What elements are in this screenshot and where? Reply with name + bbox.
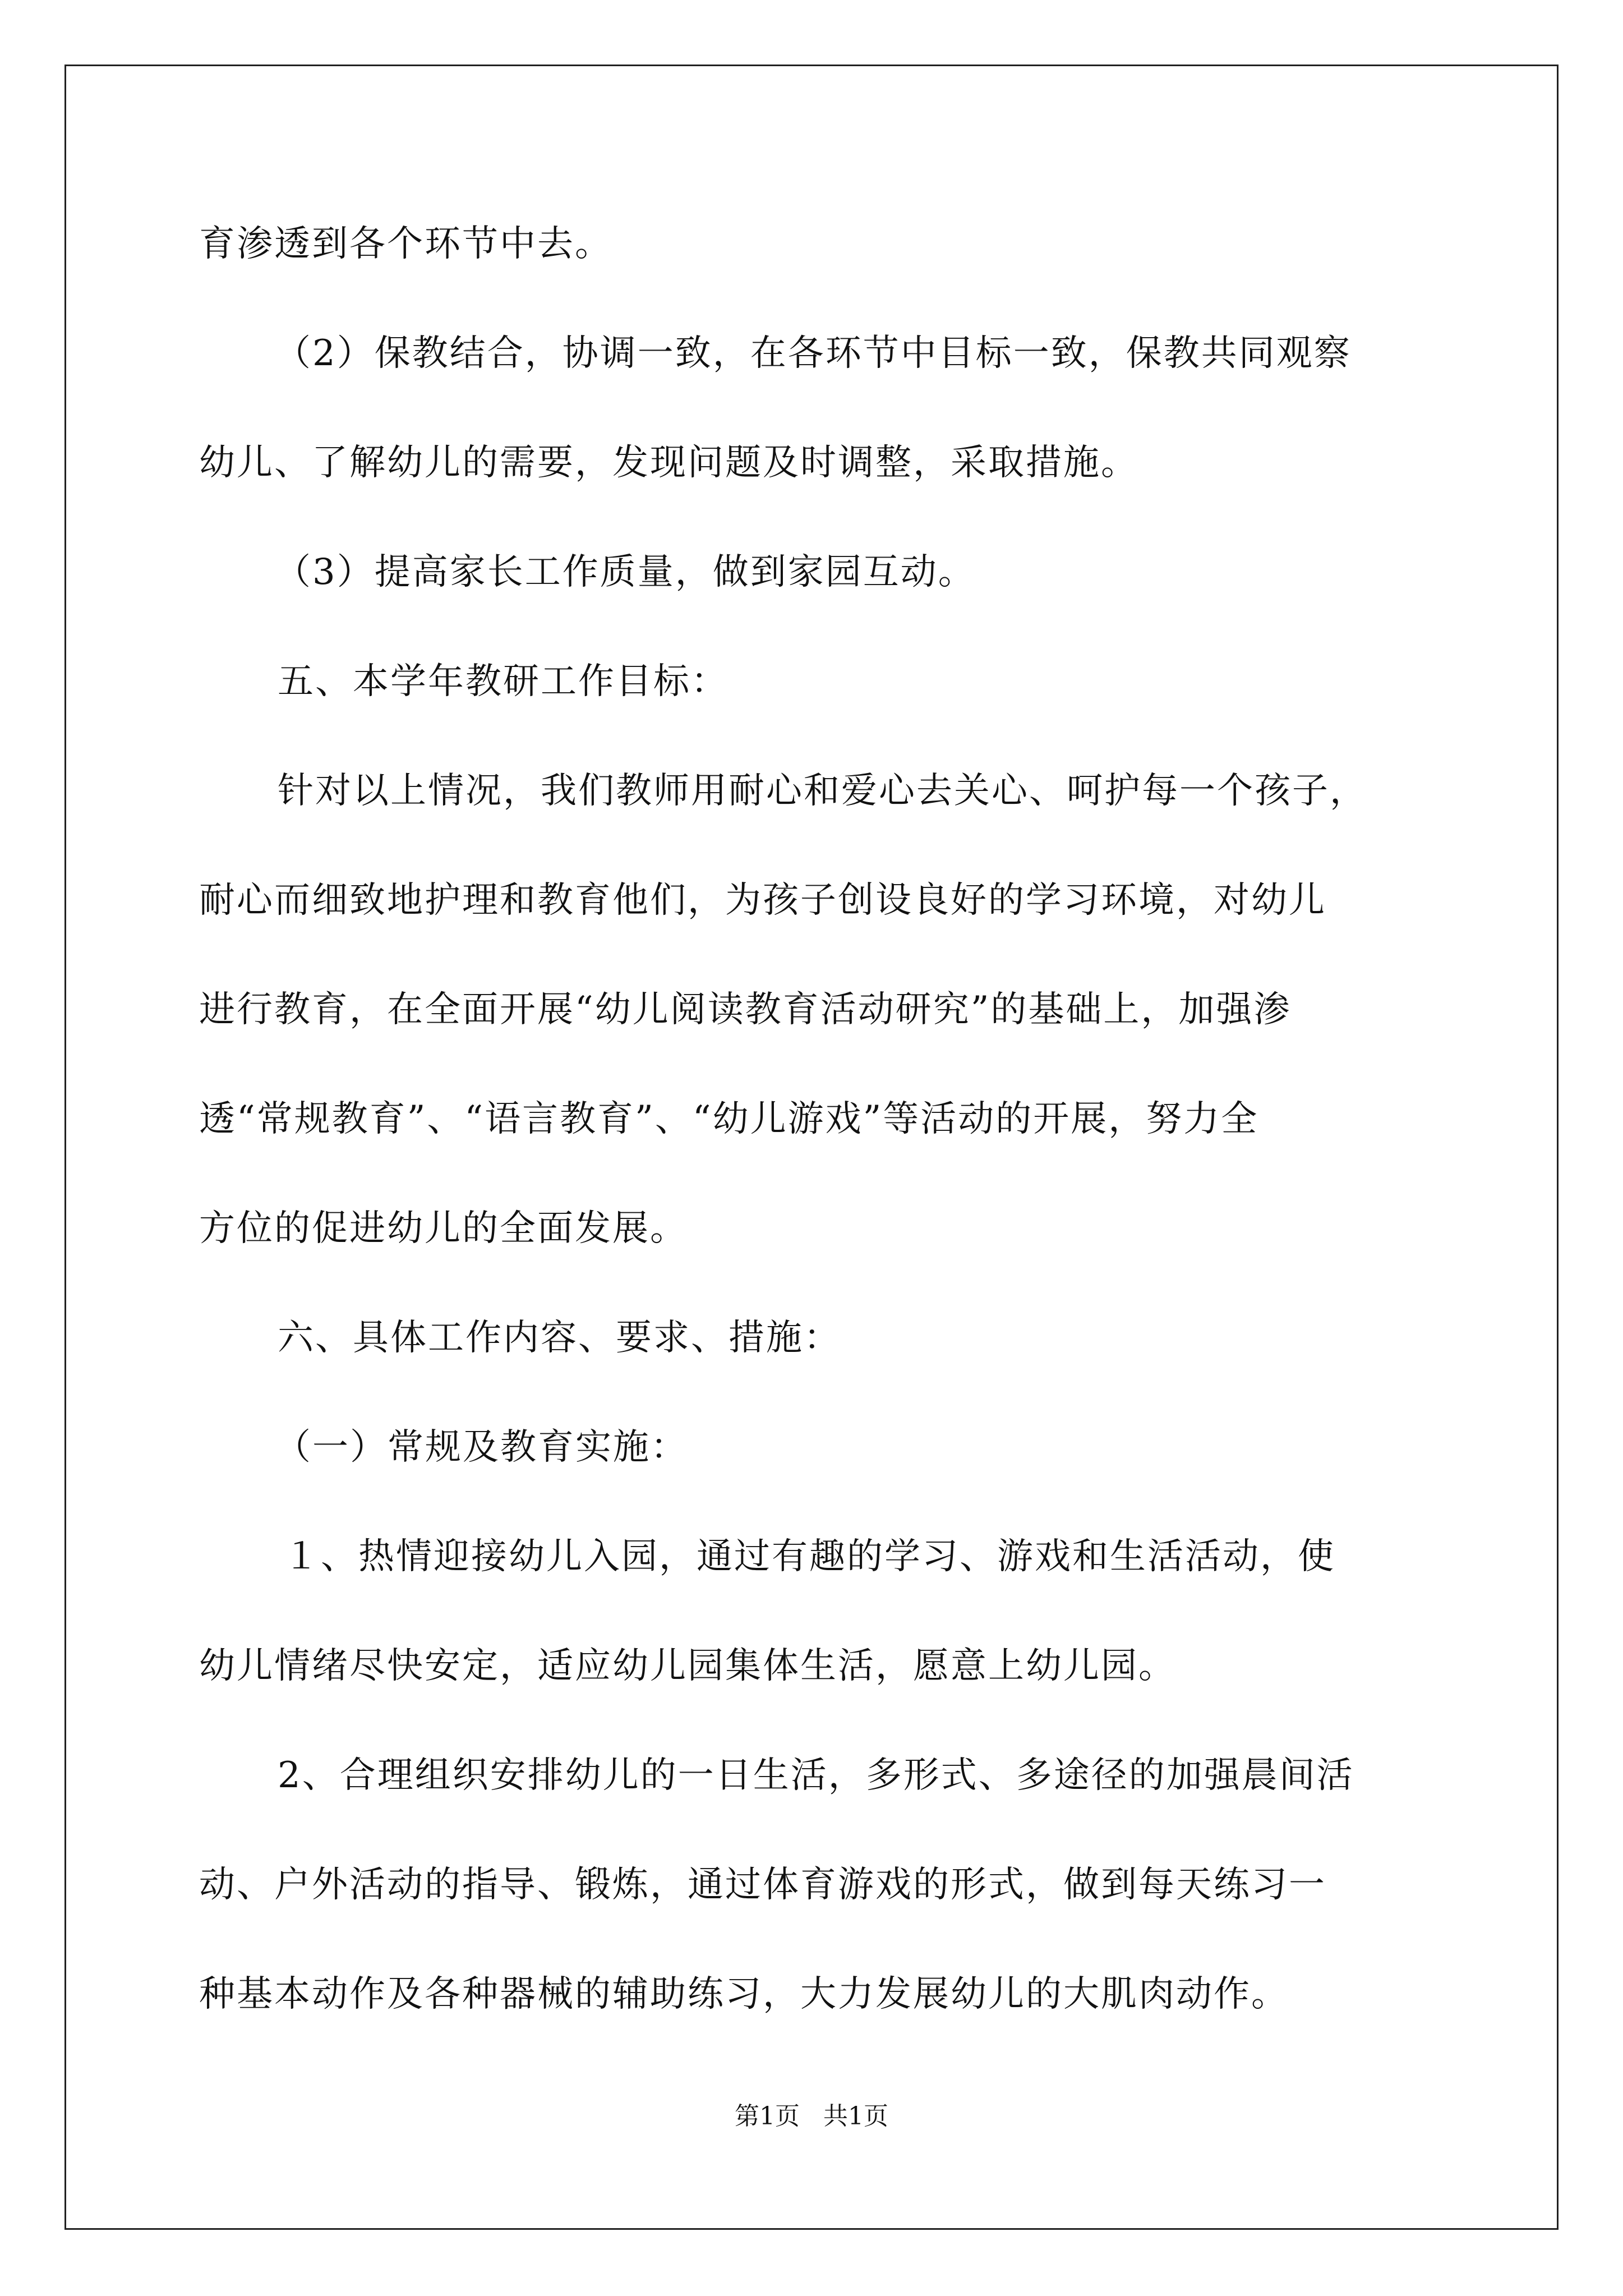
page-number: 第1页 共1页 xyxy=(735,2102,888,2131)
text-line: 方位的促进幼儿的全面发展。 xyxy=(199,1208,688,1249)
text-line: 幼儿情绪尽快安定，适应幼儿园集体生活，愿意上幼儿园。 xyxy=(199,1645,1176,1687)
subsection-heading: （一）常规及教育实施： xyxy=(275,1427,688,1468)
text-line: 幼儿、了解幼儿的需要，发现问题及时调整，采取措施。 xyxy=(199,442,1138,484)
section-heading: 五、本学年教研工作目标： xyxy=(278,661,728,702)
text-line: １、热情迎接幼儿入园，通过有趣的学习、游戏和生活活动，使 xyxy=(283,1536,1335,1577)
text-line: （2）保教结合，协调一致，在各环节中目标一致，保教共同观察 xyxy=(275,333,1352,374)
text-line: 2、合理组织安排幼儿的一日生活，多形式、多途径的加强晨间活 xyxy=(278,1755,1354,1796)
text-line: 育渗透到各个环节中去。 xyxy=(199,223,612,265)
text-line: 针对以上情况，我们教师用耐心和爱心去关心、呵护每一个孩子， xyxy=(278,770,1367,812)
section-heading: 六、具体工作内容、要求、措施： xyxy=(278,1317,841,1359)
text-line: （3）提高家长工作质量，做到家园互动。 xyxy=(275,551,976,593)
text-line: 动、户外活动的指导、锻炼，通过体育游戏的形式，做到每天练习一 xyxy=(199,1864,1326,1906)
text-line: 透“常规教育”、“语言教育”、“幼儿游戏”等活动的开展，努力全 xyxy=(199,1098,1259,1140)
text-line: 耐心而细致地护理和教育他们，为孩子创设良好的学习环境，对幼儿 xyxy=(199,880,1326,921)
text-line: 种基本动作及各种器械的辅助练习，大力发展幼儿的大肌肉动作。 xyxy=(199,1973,1289,2015)
text-line: 进行教育，在全面开展“幼儿阅读教育活动研究”的基础上，加强渗 xyxy=(199,989,1292,1030)
